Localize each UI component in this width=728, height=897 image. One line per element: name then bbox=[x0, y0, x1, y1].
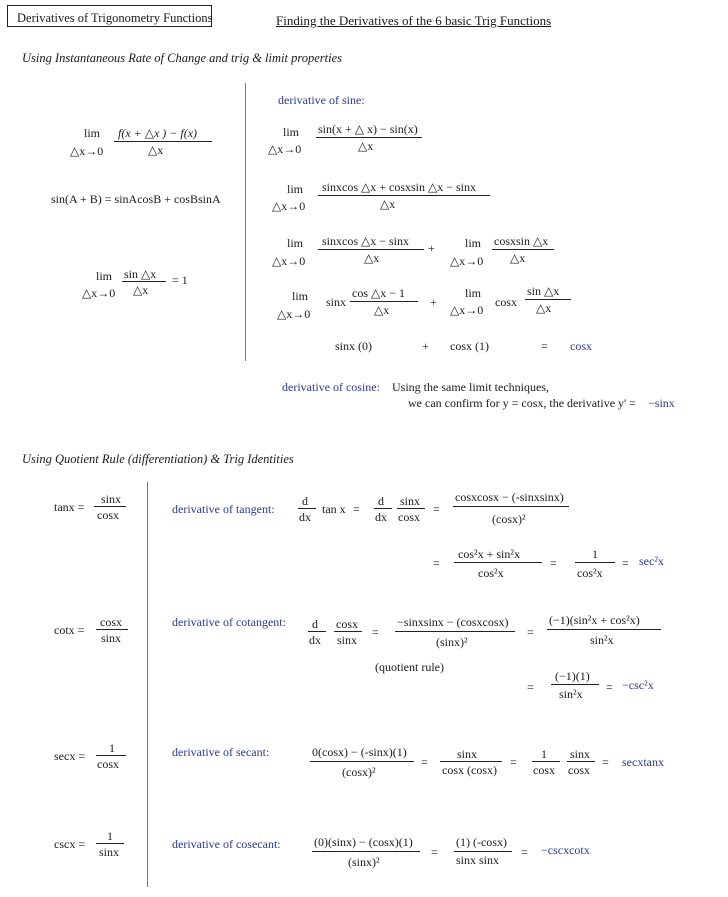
csc-qr-num: (0)(sinx) − (cosx)(1) bbox=[314, 835, 413, 849]
cot-label: derivative of cotangent: bbox=[172, 615, 286, 629]
def-lim: lim bbox=[84, 126, 101, 140]
section1-heading: Using Instantaneous Rate of Change and trig & limit properties bbox=[22, 51, 343, 65]
tan-tanx: tan x bbox=[322, 502, 346, 516]
tan-id-bar bbox=[454, 562, 542, 563]
boxed-title bbox=[7, 5, 212, 27]
sine-r4b-den: △x bbox=[536, 301, 552, 315]
csc-eq1: = bbox=[431, 845, 438, 859]
sec-eq2: = bbox=[510, 755, 517, 769]
csc-def-lhs: cscx = bbox=[54, 837, 86, 851]
sine-r3-plus: + bbox=[428, 241, 435, 255]
cot-qr-bar bbox=[395, 631, 515, 632]
csc-s2-den: sinx sinx bbox=[456, 853, 500, 867]
tan-eq3: = bbox=[433, 556, 440, 570]
sec-s3b-bar bbox=[567, 761, 595, 762]
cot-result: −csc²x bbox=[622, 678, 654, 692]
cot-d: d bbox=[312, 617, 318, 631]
cot-cossin-bar bbox=[334, 631, 362, 632]
csc-def-bar bbox=[96, 843, 124, 844]
sec-s3b-den: cosx bbox=[568, 763, 590, 777]
sine-r3b-bar bbox=[492, 249, 554, 250]
csc-def-den: sinx bbox=[99, 845, 120, 859]
sine-r4-plus: + bbox=[430, 295, 437, 309]
sine-r4-sinx: sinx bbox=[326, 295, 347, 309]
sec-qr-num: 0(cosx) − (-sinx)(1) bbox=[312, 745, 407, 759]
tan-d: d bbox=[302, 494, 308, 508]
sec-s2-num: sinx bbox=[457, 747, 478, 761]
tan-sin: sinx bbox=[400, 494, 421, 508]
sine-r4-cosx: cosx bbox=[495, 295, 517, 309]
sine-r4-lim-sub: △x→0 bbox=[277, 307, 311, 321]
cosine-line1: Using the same limit techniques, bbox=[392, 380, 549, 394]
cot-step-bar bbox=[547, 629, 661, 630]
sec-label: derivative of secant: bbox=[172, 745, 270, 759]
sine-r2-bar bbox=[318, 195, 490, 196]
sine-r4b-lim: lim bbox=[465, 286, 482, 300]
sec-s3a-den: cosx bbox=[533, 763, 555, 777]
tan-def-bar bbox=[94, 506, 126, 507]
sine-r3b-num: cosxsin △x bbox=[494, 234, 549, 248]
sine-r1-lim-sub: △x→0 bbox=[268, 142, 302, 156]
sec-s3a-num: 1 bbox=[541, 747, 547, 761]
special-fraction-bar bbox=[122, 281, 166, 282]
tan-qr-bar bbox=[453, 506, 569, 507]
def-numerator: f(x + △x ) − f(x) bbox=[118, 126, 198, 140]
tan-dx2: dx bbox=[375, 510, 387, 524]
cot-note: (quotient rule) bbox=[375, 660, 444, 674]
sec-s2-den: cosx (cosx) bbox=[442, 763, 497, 777]
sine-r3b-den: △x bbox=[510, 251, 526, 265]
csc-qr-bar bbox=[312, 851, 420, 852]
tan-d2: d bbox=[378, 494, 384, 508]
special-result: = 1 bbox=[172, 273, 188, 287]
sine-r5-a: sinx (0) bbox=[335, 339, 372, 353]
sine-r3b-lim-sub: △x→0 bbox=[450, 254, 484, 268]
csc-qr-den: (sinx)² bbox=[348, 855, 380, 869]
main-title: Finding the Derivatives of the 6 basic Trig Functions bbox=[276, 13, 552, 28]
tan-label: derivative of tangent: bbox=[172, 502, 275, 516]
cot-def-bar bbox=[96, 629, 128, 630]
sec-s3b-num: sinx bbox=[570, 747, 591, 761]
sine-r5-b: cosx (1) bbox=[450, 339, 489, 353]
csc-label: derivative of cosecant: bbox=[172, 837, 281, 851]
csc-result: −cscxcotx bbox=[541, 843, 590, 857]
tan-d2-bar bbox=[374, 508, 392, 509]
sine-r2-lim: lim bbox=[287, 182, 304, 196]
sum-identity: sin(A + B) = sinAcosB + cosBsinA bbox=[51, 192, 221, 206]
csc-s2-bar bbox=[454, 851, 512, 852]
cot-d-bar bbox=[308, 631, 326, 632]
cosine-line2: we can confirm for y = cosx, the derivative y' = bbox=[408, 396, 636, 410]
sec-def-num: 1 bbox=[109, 741, 115, 755]
cot-qr-den: (sinx)² bbox=[436, 635, 468, 649]
sine-r3a-den: △x bbox=[364, 251, 380, 265]
csc-eq2: = bbox=[521, 845, 528, 859]
tan-eq2: = bbox=[433, 502, 440, 516]
tan-d-bar bbox=[298, 508, 316, 509]
tan-eq4: = bbox=[550, 556, 557, 570]
tan-def-num: sinx bbox=[101, 492, 122, 506]
def-denominator: △x bbox=[148, 143, 164, 157]
cot-def-den: sinx bbox=[101, 631, 122, 645]
sec-s3a-bar bbox=[532, 761, 560, 762]
special-denominator: △x bbox=[133, 283, 149, 297]
tan-def-den: cosx bbox=[97, 508, 119, 522]
cot-eq1: = bbox=[372, 625, 379, 639]
tan-sincos-bar bbox=[397, 508, 425, 509]
sine-r1-den: △x bbox=[358, 139, 374, 153]
sine-r1-num: sin(x + △ x) − sin(x) bbox=[318, 122, 418, 136]
sine-r3a-bar bbox=[318, 249, 424, 250]
sine-r3b-lim: lim bbox=[465, 236, 482, 250]
tan-dx: dx bbox=[299, 510, 311, 524]
tan-result: sec²x bbox=[639, 554, 664, 568]
special-lim-sub: △x→0 bbox=[82, 286, 116, 300]
sine-result: cosx bbox=[570, 339, 592, 353]
tan-def-lhs: tanx = bbox=[54, 500, 85, 514]
tan-id-den: cos²x bbox=[478, 566, 504, 580]
tan-eq1: = bbox=[353, 502, 360, 516]
sine-r3-lim-sub: △x→0 bbox=[272, 254, 306, 268]
cot-qr-num: −sinxsinx − (cosxcosx) bbox=[397, 615, 509, 629]
cot-def-num: cosx bbox=[100, 615, 122, 629]
sine-r1-bar bbox=[316, 137, 422, 138]
sine-r4a-den: △x bbox=[374, 303, 390, 317]
sine-r4-lim: lim bbox=[292, 289, 309, 303]
tan-qr-den: (cosx)² bbox=[492, 512, 526, 526]
cot-dx: dx bbox=[309, 633, 321, 647]
sec-def-lhs: secx = bbox=[54, 749, 86, 763]
csc-def-num: 1 bbox=[107, 829, 113, 843]
sine-r4b-lim-sub: △x→0 bbox=[450, 303, 484, 317]
cot-final-den: sin²x bbox=[559, 687, 583, 701]
cot-cos: cosx bbox=[336, 617, 358, 631]
sec-def-bar bbox=[96, 755, 126, 756]
special-numerator: sin △x bbox=[124, 267, 157, 281]
tan-id-num: cos²x + sin²x bbox=[458, 547, 520, 561]
sec-eq3: = bbox=[602, 755, 609, 769]
section1-divider bbox=[245, 83, 246, 361]
sine-r2-den: △x bbox=[380, 197, 396, 211]
sine-r5-plus: + bbox=[422, 339, 429, 353]
tan-cos: cosx bbox=[398, 510, 420, 524]
tan-cos2: cos²x bbox=[577, 566, 603, 580]
sine-r5-eq: = bbox=[541, 339, 548, 353]
sine-r4a-bar bbox=[350, 301, 418, 302]
sine-r2-lim-sub: △x→0 bbox=[272, 199, 306, 213]
sine-r3a-num: sinxcos △x − sinx bbox=[322, 234, 409, 248]
sine-r2-num: sinxcos △x + cosxsin △x − sinx bbox=[322, 180, 476, 194]
sine-r3-lim: lim bbox=[287, 236, 304, 250]
tan-one-bar bbox=[575, 562, 615, 563]
section2-divider bbox=[147, 482, 148, 887]
sine-r1-lim: lim bbox=[283, 125, 300, 139]
cot-step-num: (−1)(sin²x + cos²x) bbox=[549, 613, 640, 627]
cosine-label: derivative of cosine: bbox=[282, 380, 380, 394]
tan-one: 1 bbox=[592, 547, 598, 561]
boxed-title-text: Derivatives of Trigonometry Functions bbox=[17, 11, 213, 25]
sine-label: derivative of sine: bbox=[278, 93, 365, 107]
tan-eq5: = bbox=[622, 556, 629, 570]
sec-eq1: = bbox=[421, 755, 428, 769]
cot-final-bar bbox=[551, 684, 599, 685]
sec-s2-bar bbox=[440, 761, 502, 762]
section2-heading: Using Quotient Rule (differentiation) & Trig Identities bbox=[22, 452, 294, 466]
def-lim-sub: △x→0 bbox=[70, 144, 104, 158]
cot-final-num: (−1)(1) bbox=[555, 669, 590, 683]
cot-step-den: sin²x bbox=[590, 633, 614, 647]
sine-r4b-num: sin △x bbox=[527, 284, 560, 298]
cot-sin: sinx bbox=[337, 633, 358, 647]
sec-def-den: cosx bbox=[97, 757, 119, 771]
cot-eq4: = bbox=[606, 680, 613, 694]
sine-r4b-bar bbox=[525, 299, 571, 300]
sec-result: secxtanx bbox=[622, 755, 664, 769]
cot-def-lhs: cotx = bbox=[54, 623, 85, 637]
cot-eq2: = bbox=[527, 625, 534, 639]
cosine-result: −sinx bbox=[648, 396, 675, 410]
sec-qr-bar bbox=[310, 761, 414, 762]
csc-s2-num: (1) (-cosx) bbox=[456, 835, 507, 849]
sine-r4a-num: cos △x − 1 bbox=[352, 286, 405, 300]
tan-qr-num: cosxcosx − (-sinxsinx) bbox=[455, 490, 564, 504]
special-lim: lim bbox=[96, 269, 113, 283]
def-fraction-bar bbox=[114, 141, 212, 142]
cot-eq3: = bbox=[527, 680, 534, 694]
sec-qr-den: (cosx)² bbox=[342, 765, 376, 779]
